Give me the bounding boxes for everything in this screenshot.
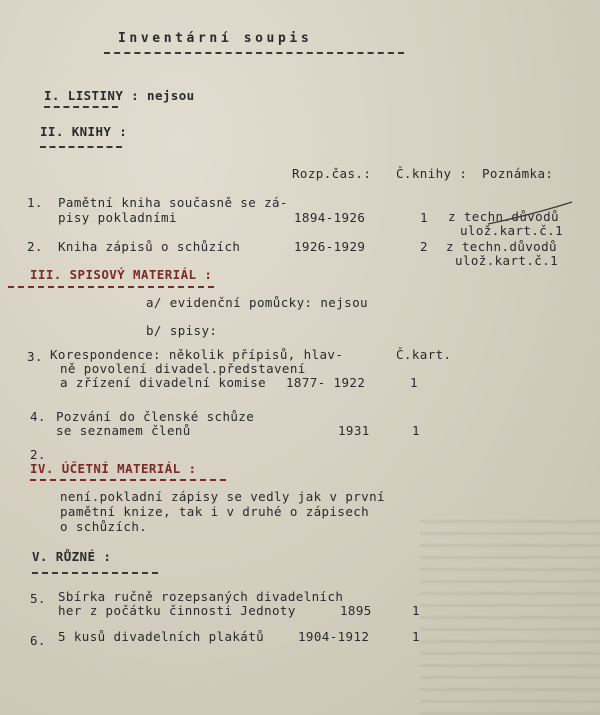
item-text-cont: her z počátku činnosti Jednoty [58,603,296,618]
section-spisovy-underline [8,286,214,288]
item-number: 3. [27,349,43,364]
item-number: 5. [30,591,46,606]
section-knihy: II. KNIHY : [40,124,128,139]
spisy-label: b/ spisy: [146,323,218,338]
item-years: 1904-1912 [298,629,370,644]
book-years: 1894-1926 [294,210,366,225]
section-ucetni-number: 2. [30,447,46,462]
ucetni-text-cont: o schůzích. [60,519,148,534]
item-number: 6. [30,633,46,648]
column-header-rozp: Rozp.čas.: [292,166,372,181]
section-ruzne-underline [32,572,158,574]
book-no: 2 [420,239,428,254]
document-title: Inventární soupis [118,31,313,46]
section-knihy-underline [40,146,122,148]
book-title-cont: pisy pokladními [58,210,177,225]
book-note: z techn.důvodů [448,209,559,224]
title-underline [104,52,404,54]
column-header-cknihy: Č.knihy : [396,166,468,181]
ucetni-text-cont: pamětní knize, tak i v druhé o zápisech [60,504,370,519]
column-header-poznamka: Poznámka: [482,166,554,181]
item-text: Sbírka ručně rozepsaných divadelních [58,589,344,604]
item-text-cont: a zřízení divadelní komise [60,375,267,390]
item-text: Pozvání do členské schůze [56,409,255,424]
item-no: 1 [412,423,420,438]
book-title: Pamětní kniha současně se zá- [58,195,288,210]
item-no: 1 [412,603,420,618]
evidencni-pomucky: a/ evidenční pomůcky: nejsou [146,295,368,310]
section-ruzne: V. RŮZNÉ : [32,549,112,564]
item-text-cont: ně povolení divadel.představení [60,361,306,376]
section-ucetni: IV. ÚČETNÍ MATERIÁL : [30,461,197,476]
item-text: 5 kusů divadelních plakátů [58,629,265,644]
column-header-ckart: Č.kart. [396,347,452,362]
item-years: 1931 [338,423,370,438]
ucetni-text: není.pokladní zápisy se vedly jak v první [60,489,385,504]
item-number: 4. [30,409,46,424]
item-text-cont: se seznamem členů [56,423,191,438]
item-years: 1877- 1922 [286,375,366,390]
book-years: 1926-1929 [294,239,366,254]
book-title: Kniha zápisů o schůzích [58,239,241,254]
section-spisovy: III. SPISOVÝ MATERIÁL : [30,267,213,282]
section-listiny-underline [44,106,118,108]
book-note: z techn.důvodů [446,239,557,254]
section-listiny: I. LISTINY : nejsou [44,88,195,103]
bleed-through-texture [420,520,600,715]
book-note-cont: ulož.kart.č.1 [460,223,564,238]
book-note-cont: ulož.kart.č.1 [455,253,559,268]
item-no: 1 [410,375,418,390]
item-years: 1895 [340,603,372,618]
item-no: 1 [412,629,420,644]
book-number: 2. [27,239,43,254]
pen-strike-mark [486,198,576,228]
book-no: 1 [420,210,428,225]
section-ucetni-underline [30,479,226,481]
book-number: 1. [27,195,43,210]
item-text: Korespondence: několik přípisů, hlav- [50,347,344,362]
